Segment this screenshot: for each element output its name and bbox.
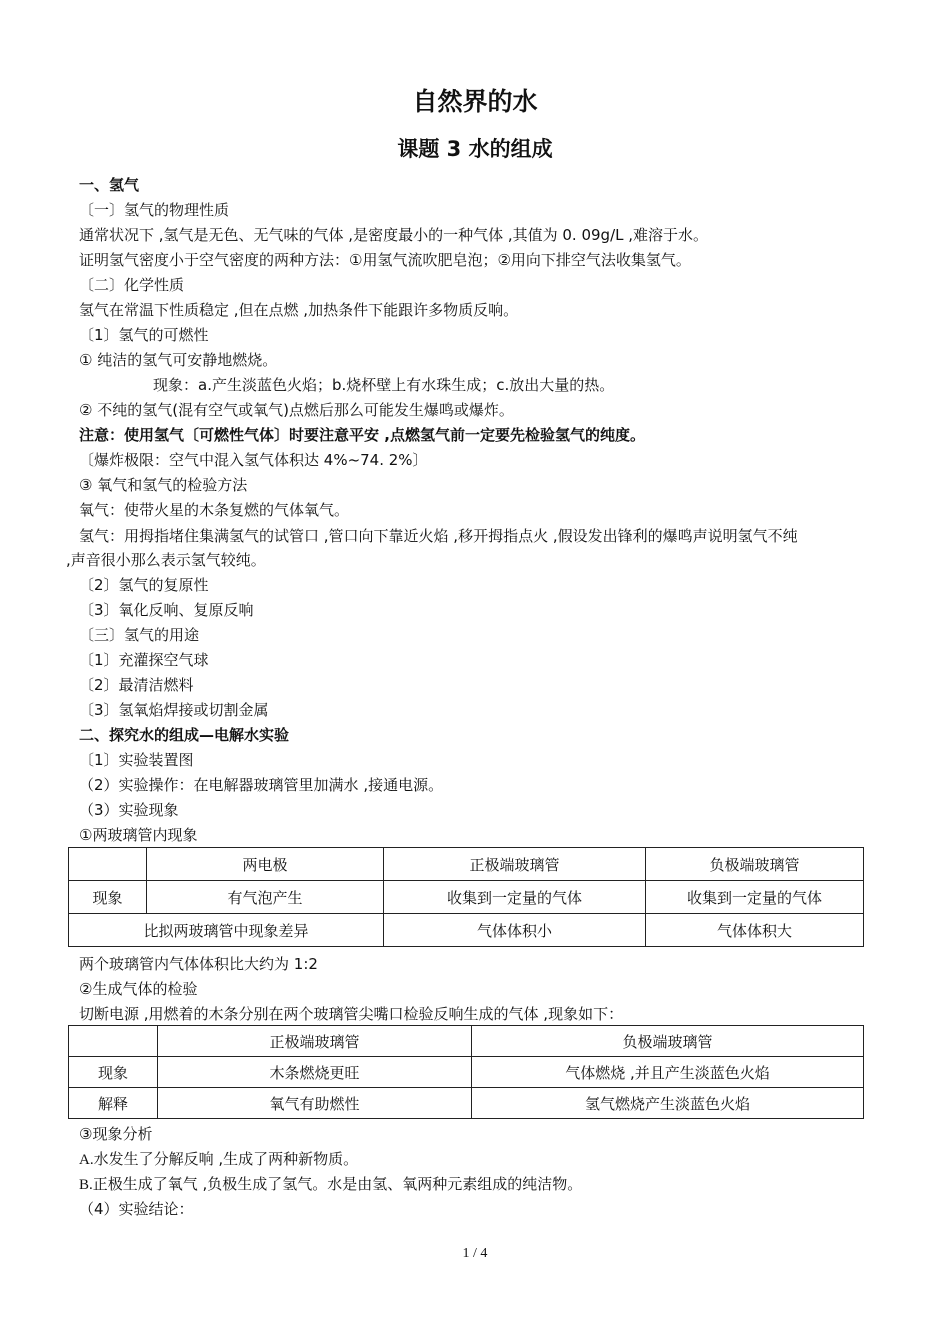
table-cell: 收集到一定量的气体	[646, 881, 864, 914]
table-cell: 氧气有助燃性	[158, 1088, 472, 1119]
table-cell: 比拟两玻璃管中现象差异	[69, 914, 384, 947]
text-line: ① 纯洁的氢气可安静地燃烧。	[79, 351, 278, 369]
text-line: 氢气在常温下性质稳定 ,但在点燃 ,加热条件下能跟许多物质反响。	[79, 301, 519, 319]
table-cell: 现象	[69, 1057, 158, 1088]
document-title: 自然界的水	[412, 87, 538, 116]
text-line: （2）实验操作：在电解器玻璃管里加满水 ,接通电源。	[79, 776, 444, 794]
note-label: 注意：	[79, 426, 125, 444]
text-line: 〔3〕氢氧焰焊接或切割金属	[79, 701, 269, 719]
text-line: 〔1〕充灌探空气球	[79, 651, 209, 669]
table-cell: 气体燃烧 ,并且产生淡蓝色火焰	[472, 1057, 864, 1088]
text-line: 〔一〕氢气的物理性质	[79, 201, 230, 219]
table-row	[69, 1026, 864, 1057]
text-line: ②生成气体的检验	[79, 980, 198, 998]
text-line: 〔二〕化学性质	[79, 276, 185, 294]
table-row	[69, 1057, 864, 1088]
table-row	[69, 1088, 864, 1119]
text-line: ,声音很小那么表示氢气较纯。	[66, 551, 266, 569]
note-line	[79, 424, 645, 446]
section-heading-water: 二、探究水的组成—电解水实验	[79, 726, 290, 744]
text-line: 氢气：用拇指堵住集满氢气的试管口 ,管口向下靠近火焰 ,移开拇指点火 ,假设发出锋利的爆鸣声说明氢气不纯	[79, 527, 798, 545]
text-line: 〔三〕氢气的用途	[79, 626, 200, 644]
table-header-cell: 负极端玻璃管	[646, 848, 864, 881]
table-cell: 收集到一定量的气体	[384, 881, 646, 914]
table-cell: 有气泡产生	[147, 881, 384, 914]
text-line: 两个玻璃管内气体体积比大约为 1:2	[79, 955, 318, 973]
table-cell: 解释	[69, 1088, 158, 1119]
table-gas-test	[68, 1025, 864, 1119]
text-line: 〔2〕氢气的复原性	[79, 576, 209, 594]
table-cell: 气体体积小	[384, 914, 646, 947]
text-line: （4）实验结论：	[79, 1200, 194, 1218]
page-number: 1 / 4	[462, 1246, 488, 1261]
table-row	[69, 848, 864, 881]
table-cell	[69, 848, 147, 881]
table-header-cell: 正极端玻璃管	[384, 848, 646, 881]
list-text: 水发生了分解反响 ,生成了两种新物质。	[93, 1150, 359, 1168]
text-line: 〔1〕氢气的可燃性	[79, 326, 209, 344]
text-line: 〔2〕最清洁燃料	[79, 676, 194, 694]
table-header-cell: 正极端玻璃管	[158, 1026, 472, 1057]
text-line: 〔1〕实验装置图	[79, 751, 194, 769]
table-tube-phenomena	[68, 847, 864, 947]
table-cell: 气体体积大	[646, 914, 864, 947]
text-line	[79, 1173, 582, 1196]
text-line: ② 不纯的氢气(混有空气或氧气)点燃后那么可能发生爆鸣或爆炸。	[79, 401, 514, 419]
text-line: ③现象分析	[79, 1125, 153, 1143]
table-header-cell: 两电极	[147, 848, 384, 881]
text-line: （3）实验现象	[79, 801, 179, 819]
table-cell: 现象	[69, 881, 147, 914]
table-row	[69, 881, 864, 914]
text-line	[79, 1148, 358, 1171]
table-header-cell: 负极端玻璃管	[472, 1026, 864, 1057]
table-cell: 氢气燃烧产生淡蓝色火焰	[472, 1088, 864, 1119]
list-text: 正极生成了氧气 ,负极生成了氢气。水是由氢、氧两种元素组成的纯洁物。	[92, 1175, 583, 1193]
table-cell: 木条燃烧更旺	[158, 1057, 472, 1088]
text-line: 证明氢气密度小于空气密度的两种方法：①用氢气流吹肥皂泡；②用向下排空气法收集氢气。	[79, 251, 691, 269]
text-line: 〔爆炸极限：空气中混入氢气体积达 4%~74. 2%〕	[79, 451, 428, 469]
note-text: 使用氢气〔可燃性气体〕时要注意平安 ,点燃氢气前一定要先检验氢气的纯度。	[124, 426, 645, 444]
table-cell	[69, 1026, 158, 1057]
text-line: 氧气：使带火星的木条复燃的气体氧气。	[79, 501, 350, 519]
text-line: ①两玻璃管内现象	[79, 826, 198, 844]
text-line: 切断电源 ,用燃着的木条分别在两个玻璃管尖嘴口检验反响生成的气体 ,现象如下：	[79, 1005, 624, 1023]
text-line: 通常状况下 ,氢气是无色、无气味的气体 ,是密度最小的一种气体 ,其值为 0. 09g/L ,难溶于水。	[79, 226, 709, 244]
list-marker: A.	[79, 1152, 94, 1168]
text-line: 现象：a.产生淡蓝色火焰；b.烧杯壁上有水珠生成；c.放出大量的热。	[153, 376, 615, 394]
document-subtitle: 课题 3 水的组成	[397, 137, 553, 161]
text-line: ③ 氧气和氢气的检验方法	[79, 476, 248, 494]
list-marker: B.	[79, 1177, 93, 1193]
table-row	[69, 914, 864, 947]
text-line: 〔3〕氧化反响、复原反响	[79, 601, 254, 619]
section-heading-hydrogen: 一、氢气	[79, 176, 140, 194]
